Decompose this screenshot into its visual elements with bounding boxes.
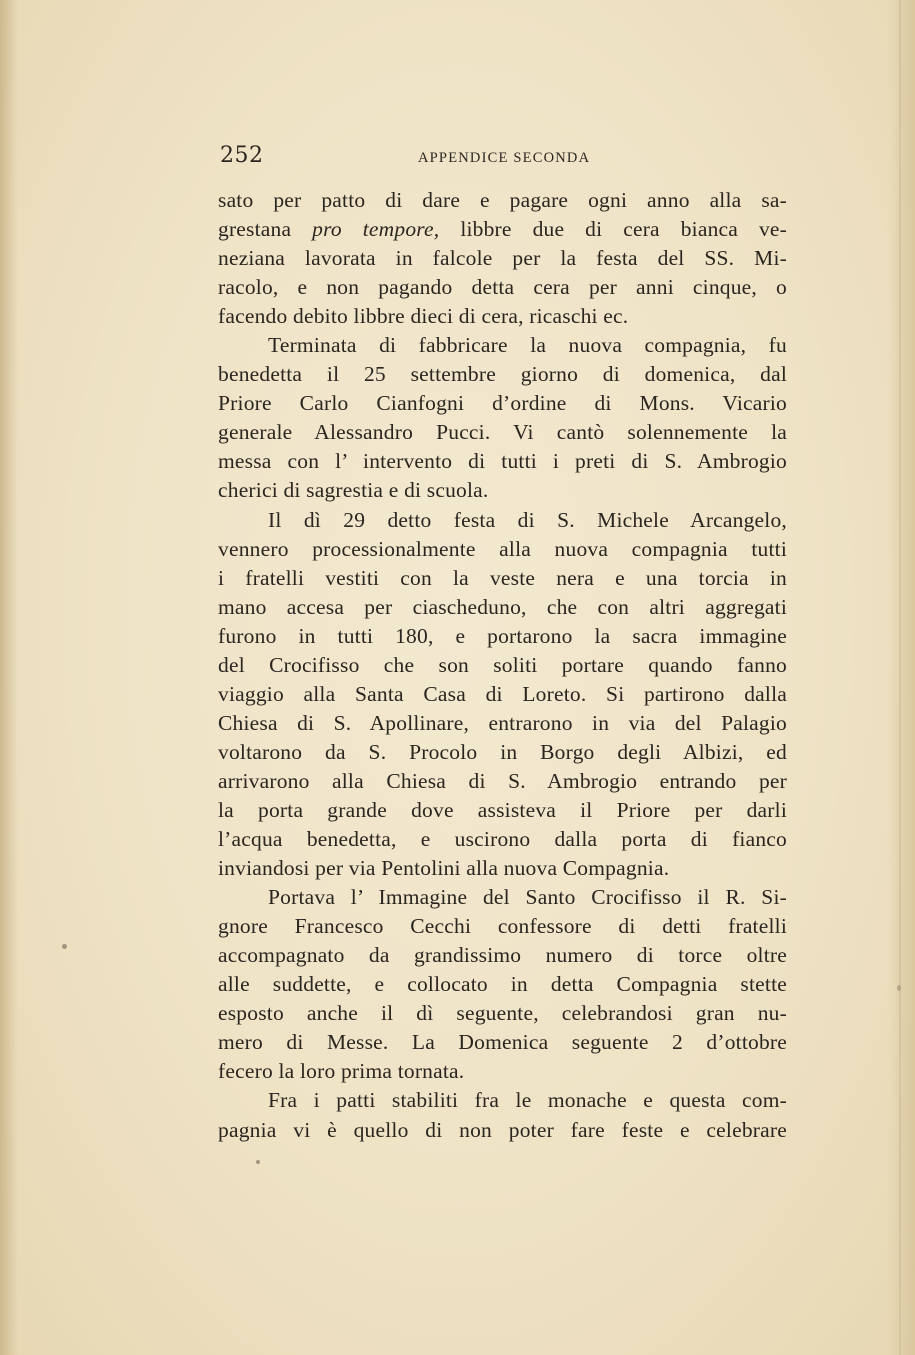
paragraph-first-line: Portava l’ Immagine del Santo Crocifisso il R. Si- xyxy=(268,885,787,910)
text-line: fecero la loro prima tornata. xyxy=(218,1059,465,1084)
text-line: mero di Messe. La Domenica seguente 2 d’ottobre xyxy=(218,1030,787,1055)
text-line: benedetta il 25 settembre giorno di domenica, dal xyxy=(218,362,787,387)
text-line: pagnia vi è quello di non poter fare feste e celebrare xyxy=(218,1117,787,1142)
text-line: vennero processionalmente alla nuova compagnia tutti xyxy=(218,536,787,561)
paragraph-first-line: Terminata di fabbricare la nuova compagnia, fu xyxy=(268,333,787,358)
text-line: mano accesa per ciascheduno, che con altri aggregati xyxy=(218,594,787,619)
running-title: APPENDICE SECONDA xyxy=(418,150,591,166)
text-line: l’acqua benedetta, e uscirono dalla porta di fianco xyxy=(218,827,787,852)
paper-speck xyxy=(62,944,67,949)
text-line: alle suddette, e collocato in detta Compagnia stette xyxy=(218,972,787,997)
text-run: grestana xyxy=(218,217,313,242)
text-line: inviandosi per via Pentolini alla nuova Compagnia. xyxy=(218,856,670,881)
text-line xyxy=(218,215,787,244)
text-line: generale Alessandro Pucci. Vi cantò solennemente la xyxy=(218,420,787,445)
text-line: voltarono da S. Procolo in Borgo degli Albizi, ed xyxy=(218,739,787,764)
text-line: racolo, e non pagando detta cera per anni cinque, o xyxy=(218,275,787,300)
paper-speck xyxy=(256,1160,260,1164)
text-line: arrivarono alla Chiesa di S. Ambrogio entrando per xyxy=(218,768,787,793)
text-line: sato per patto di dare e pagare ogni anno alla sa- xyxy=(218,188,787,212)
text-line: messa con l’ intervento di tutti i preti di S. Ambrogio xyxy=(218,449,787,474)
text-line: cherici di sagrestia e di scuola. xyxy=(218,478,489,503)
text-line: Chiesa di S. Apollinare, entrarono in via del Palagio xyxy=(218,710,787,735)
text-line: i fratelli vestiti con la veste nera e una torcia in xyxy=(218,565,787,590)
italic-phrase: pro tempore, xyxy=(312,217,440,242)
text-line: gnore Francesco Cecchi confessore di detti fratelli xyxy=(218,914,787,939)
text-line: accompagnato da grandissimo numero di torce oltre xyxy=(218,943,787,968)
text-run: libbre due di cera bianca ve- xyxy=(439,217,787,242)
text-line: furono in tutti 180, e portarono la sacra immagine xyxy=(218,623,787,648)
text-line: la porta grande dove assisteva il Priore per darli xyxy=(218,797,787,822)
text-line: neziana lavorata in falcole per la festa del SS. Mi- xyxy=(218,246,787,271)
text-line: facendo debito libbre dieci di cera, ricaschi ec. xyxy=(218,304,629,329)
text-line: del Crocifisso che son soliti portare quando fanno xyxy=(218,652,787,677)
paragraph-first-line: Fra i patti stabiliti fra le monache e questa com- xyxy=(268,1088,787,1113)
body-text xyxy=(218,186,787,1145)
page-fold-shadow xyxy=(899,0,901,1355)
paper-speck xyxy=(897,985,901,991)
page-header xyxy=(218,143,787,177)
text-line: Priore Carlo Cianfogni d’ordine di Mons. Vicario xyxy=(218,391,787,416)
page-number: 252 xyxy=(220,143,264,168)
paragraph-first-line: Il dì 29 detto festa di S. Michele Arcangelo, xyxy=(268,507,787,532)
text-line: viaggio alla Santa Casa di Loreto. Si partirono dalla xyxy=(218,681,787,706)
text-line: esposto anche il dì seguente, celebrandosi gran nu- xyxy=(218,1001,787,1026)
